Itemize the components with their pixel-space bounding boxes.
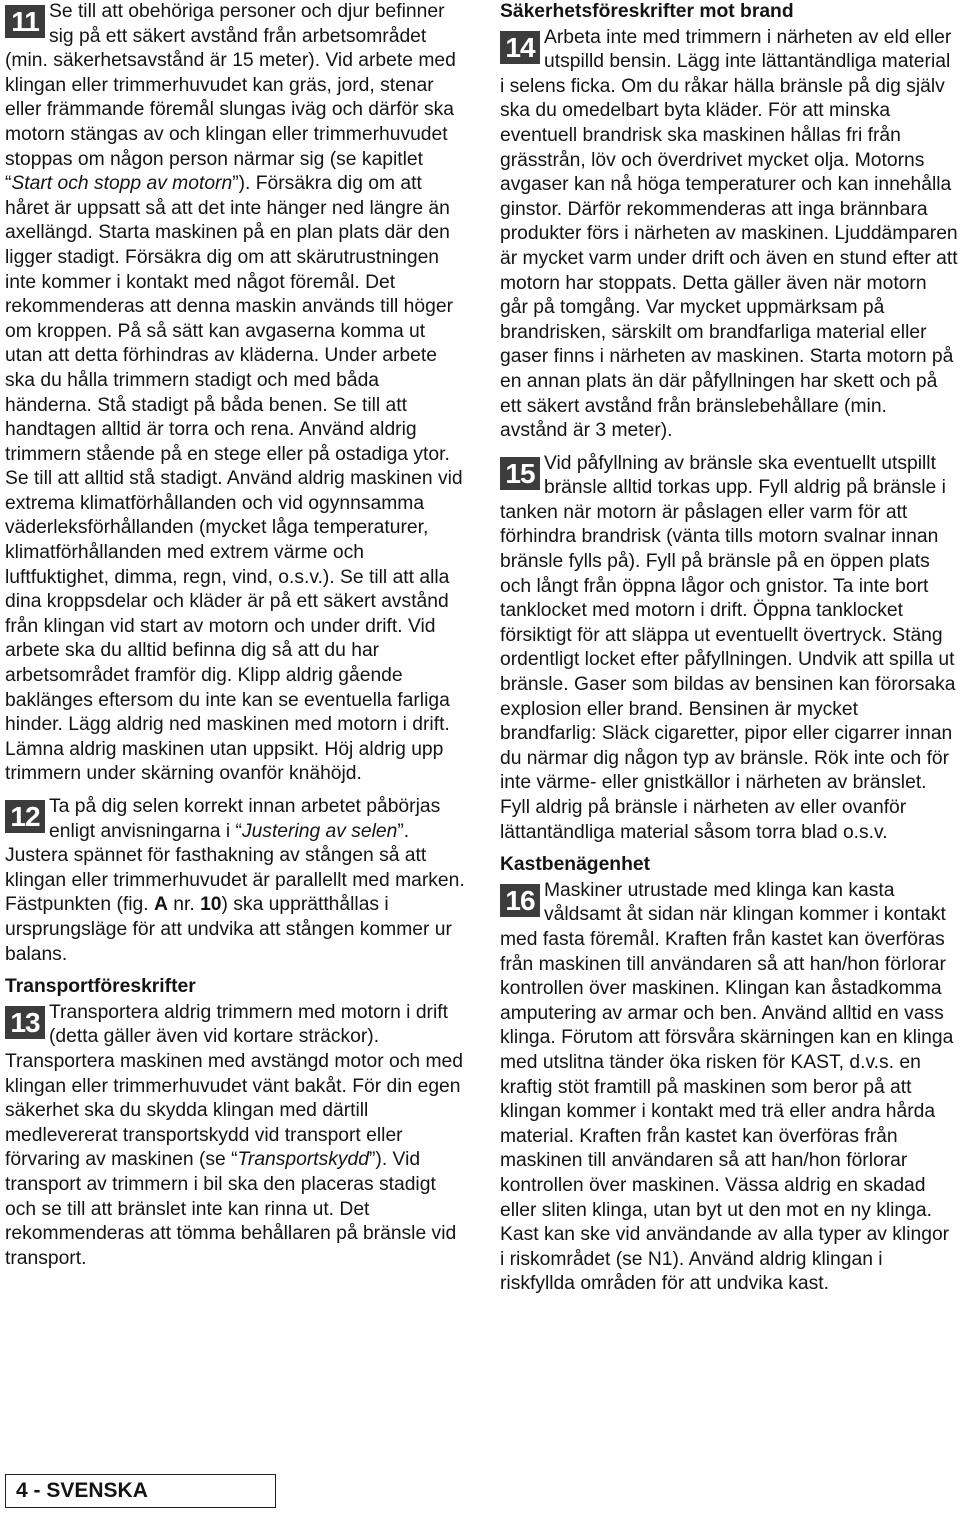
figure-ref-letter: A	[153, 894, 168, 916]
section-12-ref: Justering av selen	[241, 820, 398, 842]
section-15-text: Vid påfyllning av bränsle ska eventuellt utspillt bränsle alltid torkas upp. Fyll aldrig på bränsle i tanken när motorn är påslagen eller varm för att förhindra brandrisk (vänta tills motorn svalnar innan bränsle fylls på). Fyll på bränsle på en öppen plats och långt från öppna lågor och gnistor. Ta inte bort tanklocket med motorn i drift. Öppna tanklocket försiktigt för att släppa ut eventuellt övertryck. Stäng ordentligt locket efter påfyllningen. Undvik att spilla ut bränsle. Gaser som bildas av bensinen kan förorsaka explosion eller brand. Bensinen är mycket brandfarlig: Släck cigaretter, pipor eller cigarrer innan du närmar dig någon typ av bränsle. Rök inte och för inte värme- eller gnistkällor i närheten av bränslet. Fyll aldrig på bränsle i närheten av eller ovanför lättantändliga material såsom torra blad o.s.v.	[500, 452, 956, 843]
section-13-ref: Transportskydd	[237, 1149, 369, 1171]
heading-fire-safety: Säkerhetsföreskrifter mot brand	[500, 1, 794, 22]
section-number-15: 15	[500, 457, 540, 490]
section-16	[500, 879, 958, 1297]
section-12-text-cont: ”. Justera spännet för fasthakning av stången så att klingan eller trimmerhuvudet är parallellt med marken. Fästpunkten (fig.	[5, 820, 465, 916]
heading-transport: Transportföreskrifter	[5, 976, 196, 998]
heading-kickback: Kastbenägenhet	[500, 854, 650, 876]
section-number-11: 11	[5, 5, 45, 38]
section-14	[500, 26, 958, 444]
section-12-text: Ta på dig selen korrekt innan arbetet påbörjas enligt anvisningarna i “	[49, 796, 441, 842]
section-12-text-cont2: nr.	[167, 894, 201, 916]
right-column	[500, 0, 958, 1297]
section-number-13: 13	[5, 1006, 45, 1039]
section-11-text: Se till att obehöriga personer och djur befinner sig på ett säkert avstånd från arbetsområdet (min. säkerhetsavstånd är 15 meter). Vid arbete med klingan eller trimmerhuvudet kan gräs, jord, stenar eller främmande föremål slungas iväg och därför ska motorn stängas av och klingan eller trimmerhuvudet stoppas om någon person närmar sig (se kapitlet “	[5, 1, 456, 195]
section-14-text: Arbeta inte med trimmern i närheten av eld eller utspilld bensin. Lägg inte lättantändliga material i selens ficka. Om du råkar hälla bränsle på dig själv ska du omedelbart byta kläder. För att minska eventuell brandrisk ska maskinen hållas fri från grässtrån, löv och överdrivet mycket olja. Motorns avgaser kan nå höga temperaturer och kan innehålla ginstor. Därför rekommenderas att inga brännbara produkter förs i närheten av maskinen. Ljuddämparen är mycket varm under drift och även en stund efter att motorn har stoppats. Detta gäller även när motorn går på tomgång. Var mycket uppmärksam på brandrisken, särskilt om brandfarliga material eller gaser finns i närheten av maskinen. Starta motorn på en annan plats än där påfyllningen har skett och på ett säkert avstånd från bränslebehållare (min. avstånd är 3 meter).	[500, 26, 958, 442]
section-number-12: 12	[5, 800, 45, 833]
section-12-text-cont3: ) ska upprätthållas i ursprungsläge för att undvika att stången kommer ur balans.	[5, 894, 452, 965]
section-11	[5, 0, 466, 787]
section-16-text: Maskiner utrustade med klinga kan kasta våldsamt åt sidan när klingan kommer i kontakt med fasta föremål. Kraften från kastet kan överföras från maskinen till användaren så att han/hon förlorar kontrollen över maskinen. Klingan kan åstadkomma amputering av armar och ben. Använd alltid en vass klinga. Förutom att försvåra skärningen kan en klinga med utslitna tänder öka risken för KAST, d.v.s. en kraftig stöt framtill på maskinen som beror på att klingan kommer i kontakt med trä eller andra hårda material. Kraften från kastet kan överföras från maskinen till användaren så att han/hon förlorar kontrollen över maskinen. Vässa aldrig en skadad eller sliten klinga, utan byt ut den mot en ny klinga. Kast kan ske vid användande av alla typer av klingor i riskområdet (se N1). Använd aldrig klingan i riskfyllda områden för att undvika kast.	[500, 879, 954, 1295]
section-11-text-cont: ”). Försäkra dig om att håret är uppsatt så att det inte hänger ned längre än axellängd. Starta maskinen på en plan plats där den ligger stadigt. Försäkra dig om att skärutrustningen inte kommer i kontakt med något föremål. Det rekommenderas att denna maskin används till höger om kroppen. På så sätt kan avgaserna komma ut utan att detta förhindras av kläderna. Under arbete ska du hålla trimmern stadigt och med båda händerna. Stå stadigt på båda benen. Se till att handtagen alltid är torra och rena. Använd aldrig trimmern stående på en stege eller på ostadiga ytor. Se till att alltid stå stadigt. Använd aldrig maskinen vid extrema klimatförhållanden och vid ogynnsamma väderleksförhållanden (mycket låga temperaturer, klimatförhållanden med extrem värme och luftfuktighet, dimma, regn, vind, o.s.v.). Se till att alla dina kroppsdelar och kläder är på ett säkert avstånd från klingan vid start av motorn och under drift. Vid arbete ska du alltid befinna dig så att du har arbetsområdet framför dig. Klipp aldrig gående baklänges eftersom du inte kan se eventuella farliga hinder. Lägg aldrig ned maskinen med motorn i drift. Lämna aldrig maskinen utan uppsikt. Höj aldrig upp trimmern under skärning ovanför knähöjd.	[5, 173, 463, 785]
section-12	[5, 795, 466, 967]
left-column	[5, 0, 466, 1271]
section-11-ref: Start och stopp av motorn	[11, 173, 233, 195]
section-number-14: 14	[500, 31, 540, 64]
section-13-text-cont: ”). Vid transport av trimmern i bil ska den placeras stadigt och se till att bränslet inte kan rinna ut. Det rekommenderas att tömma behållaren på bränsle vid transport.	[5, 1149, 457, 1269]
section-15	[500, 452, 958, 846]
section-13	[5, 1001, 466, 1272]
section-number-16: 16	[500, 884, 540, 917]
page-footer: 4 - SVENSKA	[5, 1474, 276, 1508]
section-13-text: Transportera aldrig trimmern med motorn i drift (detta gäller även vid kortare sträckor). Transportera maskinen med avstängd motor och med klingan eller trimmerhuvudet vänt bakåt. För din egen säkerhet ska du skydda klingan med därtill medlevererat transportskydd vid transport eller förvaring av maskinen (se “	[5, 1001, 463, 1171]
figure-ref-number: 10	[200, 894, 222, 916]
